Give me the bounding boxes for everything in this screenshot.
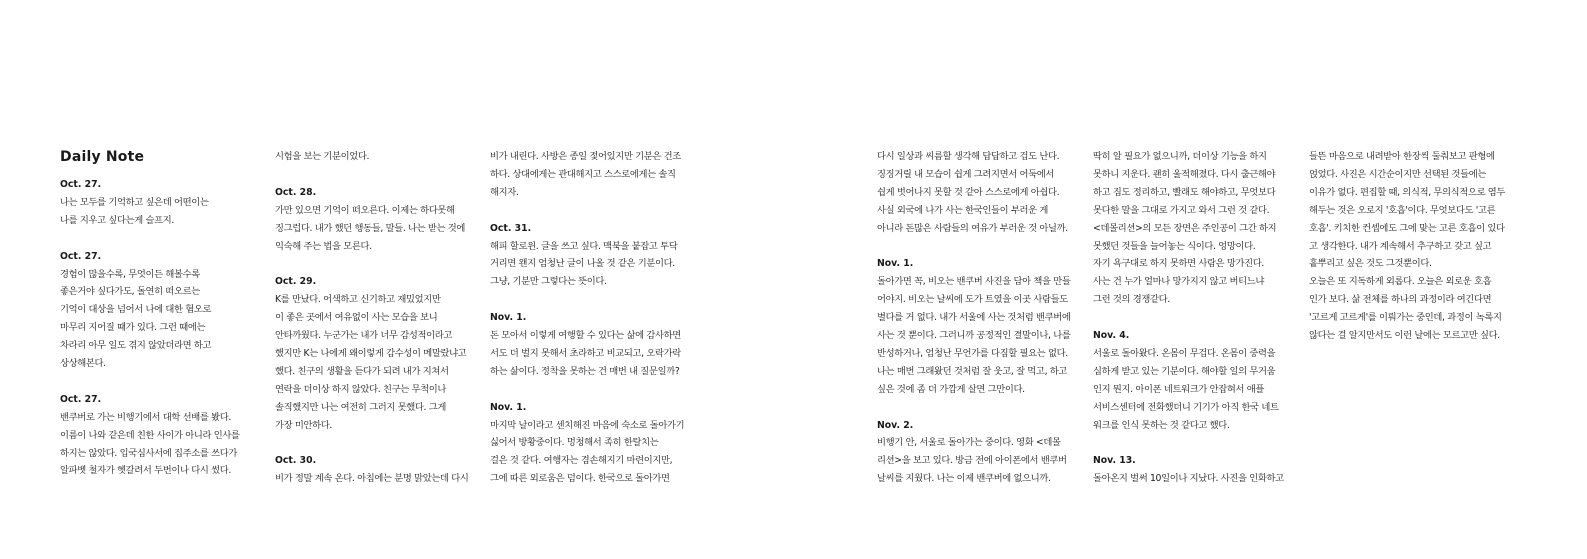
text-line: 안타까웠다. 누군가는 내가 너무 감성적이라고 (275, 330, 453, 342)
text-line: K를 만났다. 어색하고 신기하고 재밌었지만 (275, 294, 441, 306)
column-2 (275, 148, 490, 488)
entry-date: Nov. 1. (877, 258, 914, 270)
entry-date: Oct. 27. (60, 393, 102, 405)
text-line: 반성하거나, 엄청난 무언가를 다짐할 필요는 없다. (877, 347, 1068, 359)
text-line: 비행기 안, 서울로 돌아가는 중이다. 영화 <데몰 (877, 437, 1061, 449)
entry-date: Oct. 27. (60, 250, 102, 262)
text-line: 흩뿌리고 싶은 것도 그것뿐이다. (1309, 258, 1432, 270)
text-line: 비가 정말 계속 온다. 아침에는 분명 맑았는데 다시 (275, 473, 469, 485)
entry-date: Oct. 27. (60, 179, 102, 190)
paragraph-gap (60, 373, 275, 391)
text-line: 어야지. 비오는 날씨에 도가 트였을 이곳 사람들도 (877, 294, 1068, 306)
text-line: 못다한 말을 그대로 가지고 와서 그런 것 같다. (1093, 204, 1270, 216)
text-line: 거리면 왠지 엄청난 글이 나올 것 같은 기분이다. (490, 258, 675, 270)
text-line: 해지자. (490, 186, 519, 198)
text-line: 밴쿠버로 가는 비행기에서 대학 선배를 봤다. (60, 411, 231, 423)
text-line: 싫어서 방황중이다. 멍청해서 족히 한탈치는 (490, 437, 659, 449)
text-line: 고 생각한다. 내가 계속해서 추구하고 갖고 싶고 (1309, 240, 1492, 252)
column-1 (60, 148, 275, 480)
entry-date: Nov. 13. (1093, 455, 1136, 467)
text-line: 이름이 나와 같은데 친한 사이가 아니라 인사를 (60, 429, 240, 441)
text-line: 인가 보다. 삶 전체를 하나의 과정이라 여긴다면 (1309, 294, 1492, 306)
text-line: 걸은 것 같다. 여행자는 겸손해지기 마련이지만, (490, 455, 673, 467)
text-line: 하지는 않았다. 입국심사서에 집주소를 쓰다가 (60, 447, 238, 459)
text-line: 호흡'. 키치한 컨셉에도 그에 맞는 고른 호흡이 있다 (1309, 222, 1505, 234)
paragraph-gap (1093, 434, 1308, 452)
text-line: 나는 모두를 기억하고 싶은데 어떤이는 (60, 196, 209, 208)
column-5 (1093, 148, 1308, 488)
text-line: 상상해본다. (60, 358, 106, 370)
column-3 (490, 148, 705, 488)
text-line: 이유가 없다. 편집할 때, 의식적, 무의식적으로 염두 (1309, 186, 1506, 198)
paragraph-gap (490, 291, 705, 309)
paragraph-gap (490, 381, 705, 399)
text-line: 차라리 아무 일도 겪지 않았더라면 하고 (60, 340, 212, 352)
text-line: 가만 있으면 기억이 떠오른다. 이제는 하다못해 (275, 204, 455, 216)
entry-date: Nov. 1. (490, 312, 527, 324)
text-line: 경험이 많을수록, 무엇이든 해볼수록 (60, 268, 200, 280)
text-line: 나는 매번 그래왔던 것처럼 잘 웃고, 잘 먹고, 하고 (877, 365, 1068, 377)
text-line: 연락을 더이상 하지 않았다. 친구는 무척이나 (275, 383, 446, 395)
paragraph-gap (877, 238, 1092, 256)
column-4 (877, 148, 1092, 488)
text-line: 하다. 상대에게는 관대해지고 스스로에게는 솔직 (490, 168, 676, 180)
text-line: 워크를 인식 못하는 것 같다고 했다. (1093, 419, 1230, 431)
text-line: 해두는 것은 오로지 '호흡'이다. 무엇보다도 '고른 (1309, 204, 1496, 216)
text-line: 했다. 친구의 생활을 듣다가 되려 내가 지쳐서 (275, 365, 449, 377)
text-line: 리션>을 보고 있다. 방금 전에 아이폰에서 밴쿠버 (877, 455, 1067, 467)
text-line: 알파벳 철자가 헷갈려서 두번이나 다시 썼다. (60, 465, 231, 477)
text-line: 좋은거야 싶다가도, 돌연히 떠오르는 (60, 286, 200, 298)
text-line: 서도 더 벌지 못해서 초라하고 비교되고, 오락가락 (490, 347, 681, 359)
text-line: 오늘은 또 지독하게 외롭다. 오늘은 외로운 호흡 (1309, 276, 1492, 288)
text-line: 솔직했지만 나는 여전히 그러지 못했다. 그게 (275, 401, 446, 413)
paragraph-gap (275, 166, 490, 184)
entry-date: Nov. 1. (490, 401, 527, 413)
text-line: 했지만 K는 나에게 왜이렇게 감수성이 메말랐냐고 (275, 347, 467, 359)
text-line: 익숙해 주는 법을 모른다. (275, 240, 372, 252)
entry-date: Oct. 28. (275, 186, 317, 198)
text-line: 들뜬 마음으로 내려받아 한장씩 둘춰보고 판형에 (1309, 151, 1495, 162)
text-line: 나를 지우고 싶다는게 슬프지. (60, 214, 174, 226)
text-line: 날씨를 지웠다. 나는 이제 밴쿠버에 없으니까. (877, 473, 1051, 485)
entry-date: Nov. 2. (877, 419, 914, 431)
text-line: 못했던 것들을 늘어놓는 식이다. 엉망이다. (1093, 240, 1256, 252)
text-line: 돌아가면 꼭, 비오는 밴쿠버 사진을 담아 책을 만들 (877, 276, 1071, 288)
text-line: 인지 뭔지. 아이폰 네트워크가 안잡혀서 애플 (1093, 383, 1264, 395)
paragraph-gap (490, 202, 705, 220)
text-line: 징징거릴 내 모습이 쉽게 그려지면서 어둑에서 (877, 168, 1055, 180)
text-line: 사는 건 누가 얼마나 망가지지 않고 버티느냐 (1093, 276, 1264, 288)
text-line: 서비스센터에 전화했더니 기기가 아직 한국 네트 (1093, 401, 1279, 413)
text-line: 가장 미안하다. (275, 419, 332, 431)
text-line: 별다를 거 없다. 내가 서울에 사는 것처럼 밴쿠버에 (877, 312, 1071, 324)
text-line: 딱히 알 필요가 없으니까, 더이상 기능을 하지 (1093, 151, 1267, 162)
text-line: 징그럽다. 내가 했던 행동들, 말들. 나는 받는 것에 (275, 222, 466, 234)
text-line: 얹었다. 사진은 시간순이지만 선택된 것들에는 (1309, 168, 1487, 180)
paragraph-gap (1093, 309, 1308, 327)
paragraph-gap (877, 399, 1092, 417)
text-line: 기억이 대상을 넘어서 나에 대한 혐오로 (60, 304, 212, 316)
text-line: 하고 짐도 정리하고, 빨래도 해야하고, 무엇보다 (1093, 186, 1276, 198)
text-line: 사는 것 뿐이다. 그러니까 공정적인 결말이나, 나를 (877, 330, 1071, 342)
text-line: 심하게 받고 있는 기분이다. 해야할 일의 무거움 (1093, 365, 1276, 377)
entry-date: Nov. 4. (1093, 330, 1130, 342)
text-line: '고르게 고르게'를 이뤄가는 중인데, 과정이 녹록지 (1309, 312, 1502, 324)
paragraph-gap (275, 255, 490, 273)
text-line: 않다는 걸 알지만서도 이런 날에는 모르고만 싶다. (1309, 330, 1500, 342)
text-line: 그에 따른 외로움은 덤이다. 한국으로 돌아가면 (490, 473, 670, 485)
text-line: 못하니 지운다. 괜히 울적해졌다. 다시 출근해야 (1093, 168, 1276, 180)
text-line: 돌아온지 벌써 10일이나 지났다. 사진을 인화하고 (1093, 473, 1284, 485)
paragraph-gap (60, 230, 275, 248)
entry-date: Oct. 30. (275, 455, 317, 467)
paragraph-gap (275, 434, 490, 452)
text-line: 쉽게 벗어나지 못할 것 같아 스스로에게 아쉽다. (877, 186, 1060, 198)
text-line: 하는 삶이다. 정착을 못하는 건 매번 내 질문일까? (490, 365, 680, 377)
text-line: 시험을 보는 기분이었다. (275, 151, 370, 162)
text-line: 마지막 날이라고 센치해진 마음에 숙소로 돌아가기 (490, 419, 685, 431)
text-line: 그런 것의 경쟁같다. (1093, 294, 1170, 306)
text-line: 이 좋은 곳에서 여유없이 사는 모습을 보니 (275, 312, 438, 324)
entry-date: Oct. 29. (275, 276, 317, 288)
text-line: 돈 모아서 이렇게 여행할 수 있다는 삶에 감사하면 (490, 330, 681, 342)
text-line: 아니라 돈많은 사람들의 여유가 부러운 것 아닐까. (877, 222, 1068, 234)
text-line: <데몰리션>의 모든 장면은 주인공이 그간 하지 (1093, 222, 1277, 234)
entry-date: Oct. 31. (490, 222, 532, 234)
text-line: 다시 일상과 씨름할 생각해 답답하고 겁도 난다. (877, 151, 1060, 162)
text-line: 비가 내린다. 사방은 종일 젖어있지만 기분은 건조 (490, 151, 681, 162)
text-line: 싶은 것에 좀 더 가깝게 살면 그만이다. (877, 383, 1025, 395)
text-line: 자기 욕구대로 하지 못하면 사람은 망가진다. (1093, 258, 1264, 270)
text-line: 해피 할로윈. 글을 쓰고 싶다. 맥북을 붙잡고 투닥 (490, 240, 678, 252)
text-line: 서울로 돌아왔다. 온몸이 무겁다. 온몸이 중력을 (1093, 347, 1276, 359)
text-line: 마무리 지어질 때가 있다. 그런 때에는 (60, 322, 206, 334)
page-title: Daily Note (60, 149, 145, 165)
text-line: 그냥, 기분만 그렇다는 뜻이다. (490, 276, 607, 288)
column-6 (1309, 148, 1524, 345)
text-line: 사실 외국에 나가 사는 한국인들이 부러운 게 (877, 204, 1048, 216)
